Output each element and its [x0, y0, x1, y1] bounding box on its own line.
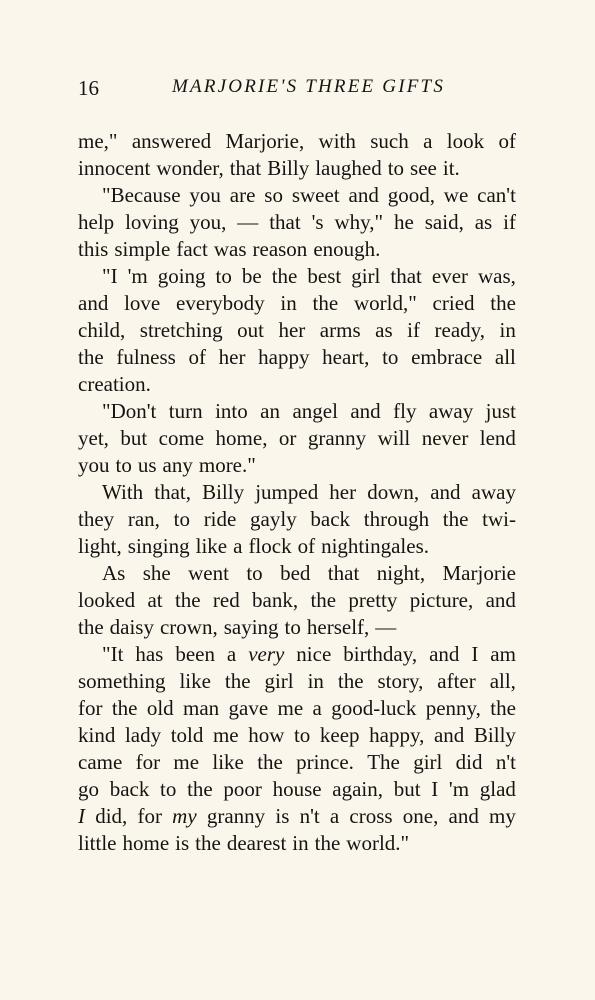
word: arms	[319, 318, 361, 342]
word: for	[135, 750, 161, 774]
word: and	[448, 804, 479, 828]
text-line	[78, 425, 516, 452]
word: after	[437, 669, 476, 693]
word: the	[224, 669, 251, 693]
word: me	[173, 750, 200, 774]
text-line	[78, 830, 516, 857]
word: As	[102, 561, 126, 585]
word: simple	[114, 237, 171, 261]
word: and	[350, 399, 381, 423]
word: cried	[432, 291, 475, 315]
word: the	[490, 696, 516, 720]
word: down,	[367, 480, 420, 504]
word: With	[102, 480, 144, 504]
word: nightingales.	[321, 534, 429, 558]
word: reason	[252, 237, 308, 261]
text-line	[78, 290, 516, 317]
word: to	[293, 723, 311, 747]
word: all	[494, 345, 516, 369]
word: all,	[489, 669, 516, 693]
word: embrace	[411, 345, 483, 369]
text-line	[78, 128, 516, 155]
word: her	[329, 480, 357, 504]
word: little	[78, 831, 117, 855]
word: jumped	[255, 480, 319, 504]
word: lend	[479, 426, 516, 450]
word: how	[248, 723, 285, 747]
word: me,"	[78, 129, 118, 153]
word: one,	[402, 804, 439, 828]
word: ride	[203, 507, 237, 531]
text-line	[78, 317, 516, 344]
text-line	[78, 668, 516, 695]
word: to	[284, 615, 301, 639]
word: the	[195, 831, 221, 855]
word: cross	[349, 804, 393, 828]
word: me	[212, 723, 239, 747]
text-line	[78, 506, 516, 533]
word: and	[433, 723, 465, 747]
text-line	[78, 371, 516, 398]
word: 'm	[448, 777, 470, 801]
word: a	[233, 534, 243, 558]
word: if	[407, 318, 420, 342]
word: did,	[95, 804, 128, 828]
word: fact	[176, 237, 208, 261]
word: nice	[296, 642, 332, 666]
word: girl	[351, 264, 381, 288]
word: of	[297, 534, 316, 558]
word: the	[78, 615, 104, 639]
word: world."	[346, 831, 410, 855]
word: the	[78, 345, 104, 369]
word: said,	[424, 210, 464, 234]
word: dearest	[226, 831, 287, 855]
word: turn	[168, 399, 203, 423]
word: old	[146, 696, 174, 720]
word: yet,	[78, 426, 109, 450]
word: for	[137, 804, 162, 828]
word: you	[189, 183, 221, 207]
word: to	[215, 264, 232, 288]
word: away	[428, 399, 474, 423]
word: very	[248, 642, 285, 666]
word: that	[390, 264, 422, 288]
word: happy,	[369, 723, 425, 747]
word: was	[213, 237, 247, 261]
word: a	[312, 696, 322, 720]
word: looked	[78, 588, 136, 612]
word: house	[272, 777, 322, 801]
word: her	[278, 318, 306, 342]
word: it.	[442, 156, 460, 180]
word: to	[382, 345, 399, 369]
text-line	[78, 263, 516, 290]
word: never	[421, 426, 469, 450]
word: through	[363, 507, 430, 531]
word: the	[312, 291, 339, 315]
word: the	[271, 264, 298, 288]
text-line	[78, 722, 516, 749]
word: heart,	[322, 345, 370, 369]
text-line	[78, 587, 516, 614]
word: —	[237, 210, 259, 234]
word: enough.	[313, 237, 381, 261]
word: fulness	[116, 345, 176, 369]
word: the	[490, 291, 516, 315]
word: night,	[376, 561, 426, 585]
word: "Don't	[102, 399, 157, 423]
word: saying	[223, 615, 279, 639]
word: ever	[431, 264, 469, 288]
text-line	[78, 560, 516, 587]
word: fly	[393, 399, 417, 423]
text-line	[78, 236, 516, 263]
word: is	[175, 831, 190, 855]
word: but	[120, 426, 148, 450]
word: child,	[78, 318, 126, 342]
word: will	[377, 426, 411, 450]
word: for	[78, 696, 103, 720]
word: the	[337, 669, 364, 693]
word: world,"	[353, 291, 417, 315]
word: n't	[495, 750, 516, 774]
word: the	[174, 588, 201, 612]
word: something	[78, 669, 166, 693]
word: that	[229, 156, 262, 180]
word: to	[387, 156, 405, 180]
word: like	[195, 534, 228, 558]
word: told	[170, 723, 204, 747]
word: in	[280, 291, 297, 315]
word: that	[327, 561, 360, 585]
word: everybody	[176, 291, 265, 315]
word: prince.	[296, 750, 354, 774]
word: 'm	[127, 264, 148, 288]
word: back	[109, 777, 150, 801]
word: see	[410, 156, 437, 180]
word: go	[78, 777, 99, 801]
word: girl	[413, 750, 443, 774]
word: and	[485, 588, 516, 612]
word: picture,	[409, 588, 474, 612]
word: The	[367, 750, 400, 774]
word: stretching	[139, 318, 223, 342]
word: my	[489, 804, 516, 828]
word: am	[490, 642, 516, 666]
word: like	[212, 750, 244, 774]
word: into	[215, 399, 248, 423]
word: in	[499, 318, 516, 342]
text-line	[78, 695, 516, 722]
text-line	[78, 614, 516, 641]
word: he	[394, 210, 414, 234]
word: more."	[198, 453, 256, 477]
word: at	[147, 588, 163, 612]
word: away	[471, 480, 516, 504]
word: been	[175, 642, 215, 666]
word: to	[115, 453, 132, 477]
word: and	[430, 480, 461, 504]
word: came	[78, 750, 123, 774]
word: good-luck	[331, 696, 417, 720]
word: going	[157, 264, 206, 288]
word: they	[78, 507, 115, 531]
word: come	[158, 426, 205, 450]
running-title: MARJORIE'S THREE GIFTS	[172, 76, 446, 97]
word: penny,	[425, 696, 481, 720]
word: with	[318, 129, 356, 153]
word: a	[423, 129, 433, 153]
word: best	[307, 264, 342, 288]
word: and	[348, 183, 379, 207]
word: me	[277, 696, 304, 720]
word: in	[292, 831, 309, 855]
page-number: 16	[78, 76, 99, 100]
word: good,	[387, 183, 435, 207]
word: daisy	[109, 615, 154, 639]
text-line	[78, 209, 516, 236]
word: gayly	[250, 507, 297, 531]
text-line	[78, 803, 516, 830]
word: sweet	[291, 183, 340, 207]
word: she	[142, 561, 171, 585]
word: love	[124, 291, 161, 315]
word: ran,	[127, 507, 160, 531]
word: this	[78, 237, 109, 261]
word: to	[173, 507, 190, 531]
word: lady	[124, 723, 162, 747]
word: we	[443, 183, 469, 207]
word: that	[269, 210, 301, 234]
text-line	[78, 344, 516, 371]
word: keep	[319, 723, 360, 747]
word: the	[257, 750, 283, 774]
word: loving	[125, 210, 179, 234]
word: why,"	[334, 210, 384, 234]
word: like	[179, 669, 211, 693]
word: but	[393, 777, 421, 801]
word: birthday,	[343, 642, 418, 666]
word: light,	[78, 534, 122, 558]
word: poor	[223, 777, 262, 801]
text-line	[78, 398, 516, 425]
word: I	[78, 804, 85, 828]
word: the	[310, 588, 337, 612]
text-line	[78, 776, 516, 803]
word: any	[162, 453, 193, 477]
word: you	[78, 453, 110, 477]
word: pretty	[348, 588, 398, 612]
word: glad	[479, 777, 516, 801]
word: went	[188, 561, 229, 585]
word: wonder,	[156, 156, 224, 180]
word: "I	[102, 264, 118, 288]
word: Marjorie,	[225, 129, 305, 153]
word: an	[260, 399, 280, 423]
text-line	[78, 182, 516, 209]
word: story,	[377, 669, 424, 693]
word: n't	[299, 804, 320, 828]
word: as	[375, 318, 393, 342]
word: the	[111, 696, 138, 720]
word: kind	[78, 723, 116, 747]
word: and	[78, 291, 109, 315]
text-line	[78, 155, 516, 182]
word: singing	[127, 534, 190, 558]
word: that,	[154, 480, 191, 504]
word: happy	[258, 345, 310, 369]
word: gave	[228, 696, 269, 720]
word: answered	[131, 129, 212, 153]
word: so	[264, 183, 283, 207]
word: as	[474, 210, 493, 234]
word: home,	[215, 426, 268, 450]
word: are	[229, 183, 256, 207]
text-line	[78, 452, 516, 479]
word: again,	[332, 777, 384, 801]
word: has	[135, 642, 164, 666]
word: if	[503, 210, 516, 234]
word: —	[375, 615, 397, 639]
word: of	[498, 129, 516, 153]
word: twi-	[482, 507, 516, 531]
word: out	[237, 318, 264, 342]
word: was,	[478, 264, 516, 288]
word: a	[329, 804, 340, 828]
word: is	[275, 804, 290, 828]
word: to	[246, 561, 263, 585]
word: girl	[264, 669, 294, 693]
word: innocent	[78, 156, 151, 180]
text-line	[78, 749, 516, 776]
word: look	[446, 129, 485, 153]
body-text	[78, 128, 516, 857]
text-line	[78, 533, 516, 560]
word: to	[160, 777, 177, 801]
word: ready,	[434, 318, 486, 342]
word: you,	[189, 210, 227, 234]
text-line	[78, 479, 516, 506]
page-header	[78, 76, 516, 106]
word: did	[455, 750, 483, 774]
word: bank,	[252, 588, 299, 612]
word: herself,	[306, 615, 370, 639]
word: be	[241, 264, 262, 288]
word: "It	[102, 642, 124, 666]
word: such	[370, 129, 409, 153]
word: can't	[477, 183, 516, 207]
word: of	[188, 345, 206, 369]
word: granny	[307, 426, 367, 450]
word: crown,	[159, 615, 218, 639]
word: and	[429, 642, 460, 666]
word: the	[314, 831, 341, 855]
word: creation.	[78, 372, 151, 396]
word: "Because	[102, 183, 181, 207]
word: Marjorie	[442, 561, 516, 585]
word: help	[78, 210, 115, 234]
word: Billy	[202, 480, 245, 504]
word: Billy	[267, 156, 310, 180]
word: home	[122, 831, 170, 855]
word: bed	[280, 561, 311, 585]
word: or	[278, 426, 297, 450]
word: I	[471, 642, 479, 666]
word: us	[137, 453, 157, 477]
word: the	[187, 777, 213, 801]
word: her	[218, 345, 246, 369]
word: 's	[311, 210, 324, 234]
word: in	[307, 669, 324, 693]
word: just	[485, 399, 516, 423]
word: my	[172, 804, 197, 828]
word: back	[310, 507, 351, 531]
word: angel	[292, 399, 338, 423]
word: Billy	[473, 723, 516, 747]
word: laughed	[315, 156, 382, 180]
word: flock	[248, 534, 292, 558]
word: the	[442, 507, 469, 531]
word: man	[183, 696, 220, 720]
word: I	[431, 777, 439, 801]
word: granny	[206, 804, 266, 828]
text-line	[78, 641, 516, 668]
word: a	[226, 642, 237, 666]
word: red	[212, 588, 240, 612]
